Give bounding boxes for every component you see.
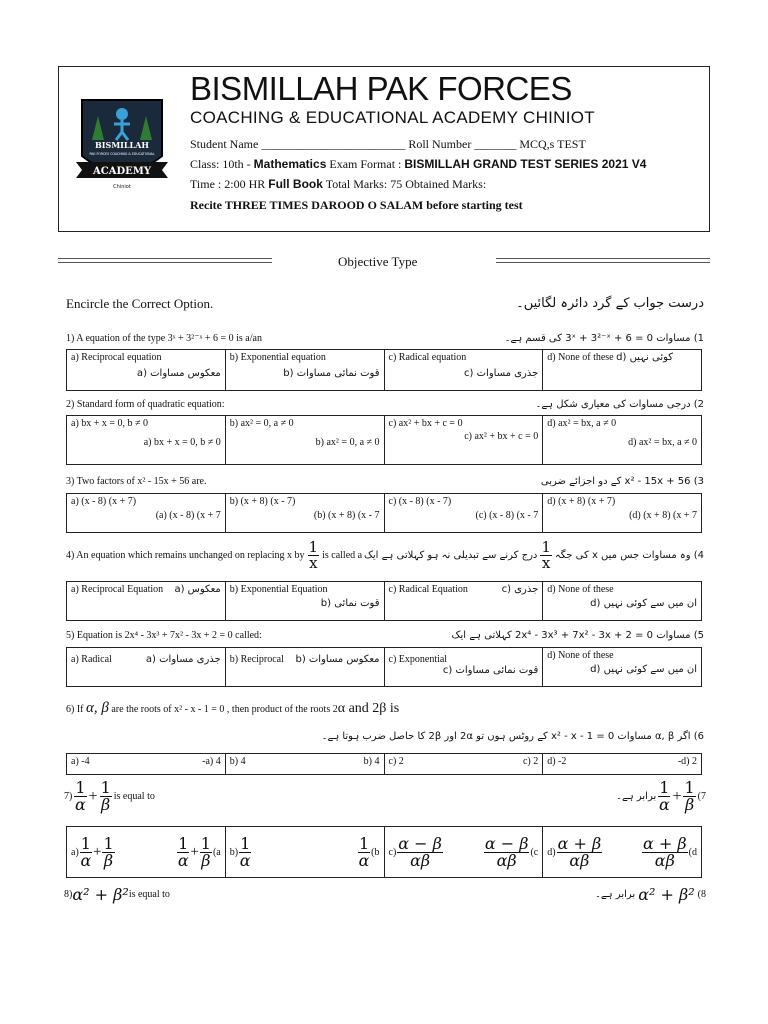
question-2-english: 2) Standard form of quadratic equation: [66,399,225,410]
option-a[interactable]: a) (x - 8) (x + 7) (a) (x - 8) (x + 7 [67,494,226,533]
option-d[interactable]: d) (x + 8) (x + 7) (d) (x + 8) (x + 7 [543,494,702,533]
option-a[interactable]: a) -4 -a) 4 [67,754,226,775]
option-b[interactable]: b) Exponential Equation قوت نمائی (b [225,582,384,621]
logo-place-text: Chiniot [113,184,131,190]
logo-sub-text: PAK FORCES COACHING & EDUCATIONAL [89,152,155,156]
option-b[interactable]: b) 4 b) 4 [225,754,384,775]
question-7-english: 7) $\frac{1}{\alpha}$ + $\frac{1}{\beta}$ is equal to [64,778,155,814]
student-info-line: Student Name ________________________ Roll Number _______ MCQ,s TEST [190,137,586,151]
option-a[interactable]: a) $\frac{1}{\alpha}$ + $\frac{1}{\beta}$ $\frac{1}{\alpha}$ + $\frac{1}{\beta}$ (a [67,827,226,878]
option-b[interactable]: b) (x + 8) (x - 7) (b) (x + 8) (x - 7 [225,494,384,533]
logo-top-text: BISMILLAH [95,140,149,150]
option-c[interactable]: c) 2 c) 2 [384,754,543,775]
academy-title: BISMILLAH PAK FORCES [190,70,572,107]
question-1-urdu: 1) مساوات 3ˣ + 3²⁻ˣ + 6 = 0 کی قسم ہے۔ [504,333,704,344]
option-d[interactable]: d) ax² = bx, a ≠ 0 d) ax² = bx, a ≠ 0 [543,416,702,465]
option-c[interactable]: c) Exponential قوت نمائی مساوات (c [384,648,543,687]
divider-right-2 [496,262,710,263]
academy-subtitle: COACHING & EDUCATIONAL ACADEMY CHINIOT [190,108,595,127]
class-line: Class: 10th - Mathematics Exam Format : BISMILLAH GRAND TEST SERIES 2021 V4 [190,157,647,171]
divider-left [58,258,272,259]
divider-left-2 [58,262,272,263]
option-c[interactable]: c) $\frac{\alpha - \beta}{\alpha\beta}$ $\frac{\alpha - \beta}{\alpha\beta}$ (c [384,827,543,878]
option-a[interactable]: a) bx + x = 0, b ≠ 0 a) bx + x = 0, b ≠ 0 [67,416,226,465]
question-4-urdu: 4) وہ مساوات جس میں x کی جگہ $\frac{1}{x}$ درج کرنے سے تبدیلی نہ ہو کہلاتی ہے ایک [363,538,704,572]
option-d[interactable]: d) None of these ان میں سے کوئی نہیں (d [543,648,702,687]
option-c[interactable]: c) Radical Equation جذری (c [384,582,543,621]
question-4-english: 4) An equation which remains unchanged on replacing x by $\frac{1}{x}$ is called a [66,538,363,572]
option-b[interactable]: b) Exponential equation قوت نمائی مساوات (b [225,350,384,391]
question-2-options [66,415,702,465]
section-title: Objective Type [338,254,418,269]
question-6-english: 6) If α, β are the roots of x² - x - 1 = 0 , then product of the roots 2α and 2β is [66,700,400,716]
option-d[interactable]: d) $\frac{\alpha + \beta}{\alpha\beta}$ $\frac{\alpha + \beta}{\alpha\beta}$ (d [543,827,702,878]
option-c[interactable]: c) Radical equation جذری مساوات (c [384,350,543,391]
option-a[interactable]: a) Reciprocal Equation معکوس (a [67,582,226,621]
question-5-english: 5) Equation is 2x⁴ - 3x³ + 7x² - 3x + 2 = 0 called: [66,630,262,641]
option-d[interactable]: d) None of these کوئی نہیں (d [543,350,702,391]
question-2-urdu: 2) درجی مساوات کی معیاری شکل ہے۔ [535,399,704,410]
question-1-english: 1) A equation of the type 3ˣ + 3²⁻ˣ + 6 = 0 is a/an [66,333,262,344]
option-a[interactable]: a) Reciprocal equation معکوس مساوات (a [67,350,226,391]
divider-right [496,258,710,259]
option-d[interactable]: d) None of these ان میں سے کوئی نہیں (d [543,582,702,621]
question-8-english: 8) α² + β² is equal to [64,885,170,904]
instruction-english: Encircle the Correct Option. [66,296,214,311]
question-7-urdu: برابر ہے۔ $\frac{1}{\alpha}$ + $\frac{1}{\beta}$ (7 [616,778,706,814]
question-5-urdu: 5) مساوات 2x⁴ - 3x³ + 7x² - 3x + 2 = 0 کہلاتی ہے ایک [451,630,704,641]
option-d[interactable]: d) -2 -d) 2 [543,754,702,775]
question-1-options [66,349,702,391]
option-c[interactable]: c) (x - 8) (x - 7) (c) (x - 8) (x - 7 [384,494,543,533]
question-3-english: 3) Two factors of x² - 15x + 56 are. [66,476,207,487]
option-b[interactable]: b) ax² = 0, a ≠ 0 b) ax² = 0, a ≠ 0 [225,416,384,465]
question-3-options [66,493,702,533]
question-8-urdu: برابر ہے۔ α² + β² (8 [595,885,706,904]
option-c[interactable]: c) ax² + bx + c = 0 c) ax² + bx + c = 0 [384,416,543,465]
question-5-options [66,647,702,687]
darood-instruction: Recite THREE TIMES DAROOD O SALAM before starting test [190,198,523,212]
instruction-urdu: درست جواب کے گرد دائرہ لگائیں۔ [516,296,704,311]
time-line: Time : 2:00 HR Full Book Total Marks: 75 Obtained Marks: [190,177,487,191]
academy-logo [72,96,172,192]
question-3-urdu: 3) x² - 15x + 56 کے دو اجزائے ضربی [540,476,704,487]
option-b[interactable]: b) Reciprocal معکوس مساوات (b [225,648,384,687]
logo-banner-text: ACADEMY [93,166,151,177]
question-7-options [66,826,702,878]
question-6-urdu: 6) اگر α, β مساوات x² - x - 1 = 0 کے روٹس ہوں تو 2α اور 2β کا حاصل ضرب ہوتا ہے۔ [321,731,704,742]
option-a[interactable]: a) Radical جذری مساوات (a [67,648,226,687]
question-6-options [66,753,702,775]
question-4-options [66,581,702,621]
option-b[interactable]: b) $\frac{1}{\alpha}$ $\frac{1}{\alpha}$ (b [225,827,384,878]
